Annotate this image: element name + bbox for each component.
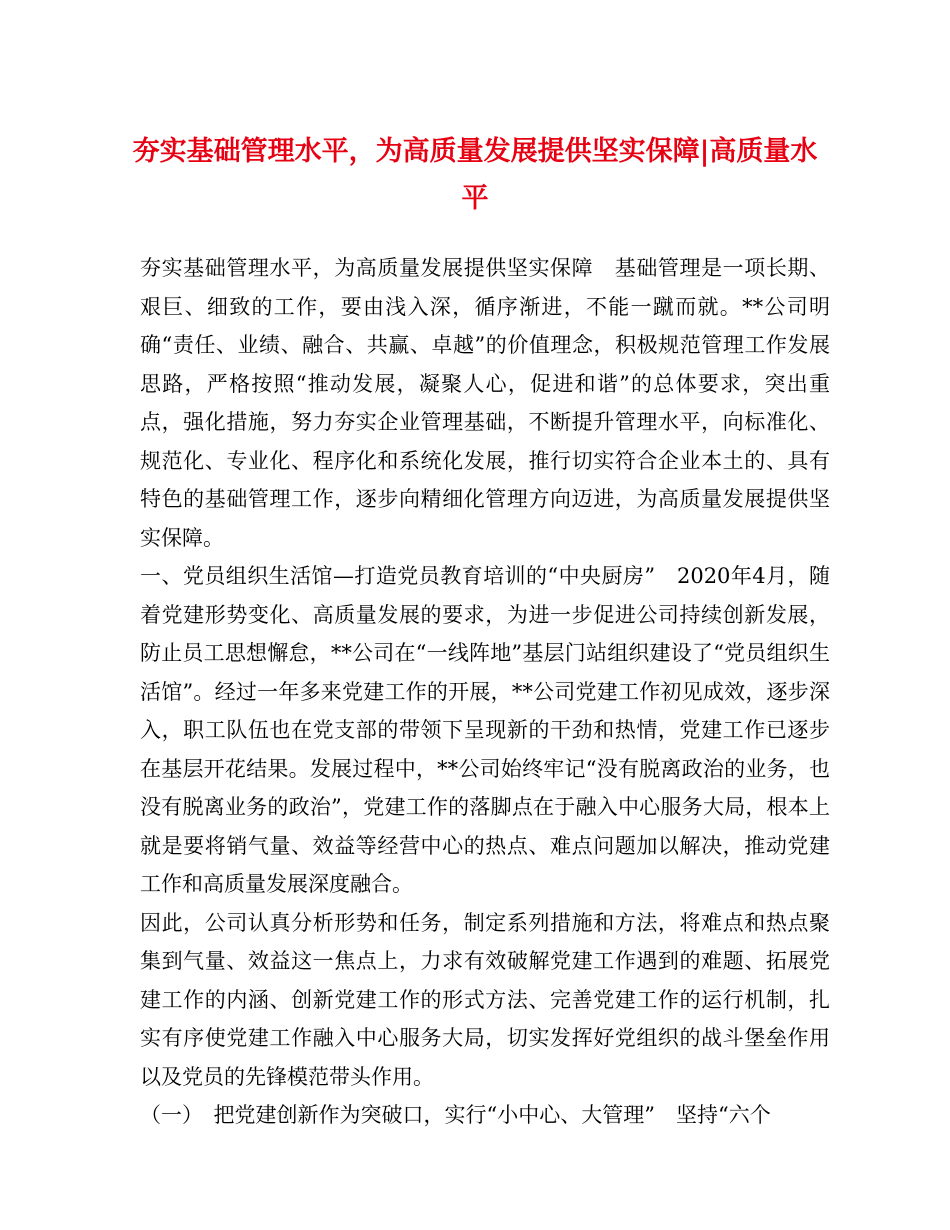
- paragraph-section-one: 一、党员组织生活馆—打造党员教育培训的“中央厨房” 2020年4月，随着党建形势变化、高质量发展的要求，为进一步促进公司持续创新发展，防止员工思想懈怠，**公司在“一线阵地”基层门站组织建设了“党员组织生活馆”。经过一年多来党建工作的开展，**公司党建工作初见成效，逐步深入，职工队伍也在党支部的带领下呈现新的干劲和热情，党建工作已逐步在基层开花结果。发展过程中，**公司始终牢记“没有脱离政治的业务，也没有脱离业务的政治”，党建工作的落脚点在于融入中心服务大局，根本上就是要将销气量、效益等经营中心的热点、难点问题加以解决，推动党建工作和高质量发展深度融合。: [140, 564, 830, 896]
- paragraph-subsection-one: （一） 把党建创新作为突破口，实行“小中心、大管理” 坚持“六个: [140, 1103, 771, 1127]
- document-body: [140, 249, 830, 1135]
- document-title: 夯实基础管理水平，为高质量发展提供坚实保障|高质量水平: [132, 136, 818, 214]
- paragraph-therefore: 因此，公司认真分析形势和任务，制定系列措施和方法，将难点和热点聚集到气量、效益这一焦点上，力求有效破解党建工作遇到的难题、拓展党建工作的内涵、创新党建工作的形式方法、完善党建工作的运行机制，扎实有序使党建工作融入中心服务大局，切实发挥好党组织的战斗堡垒作用以及党员的先锋模范带头作用。: [140, 910, 830, 1089]
- paragraph-intro: 夯实基础管理水平，为高质量发展提供坚实保障 基础管理是一项长期、艰巨、细致的工作，要由浅入深，循序渐进，不能一蹴而就。**公司明确“责任、业绩、融合、共赢、卓越”的价值理念，积极规范管理工作发展思路，严格按照“推动发展，凝聚人心，促进和谐”的总体要求，突出重点，强化措施，努力夯实企业管理基础，不断提升管理水平，向标准化、规范化、专业化、程序化和系统化发展，推行切实符合企业本土的、具有特色的基础管理工作，逐步向精细化管理方向迈进，为高质量发展提供坚实保障。: [140, 256, 830, 550]
